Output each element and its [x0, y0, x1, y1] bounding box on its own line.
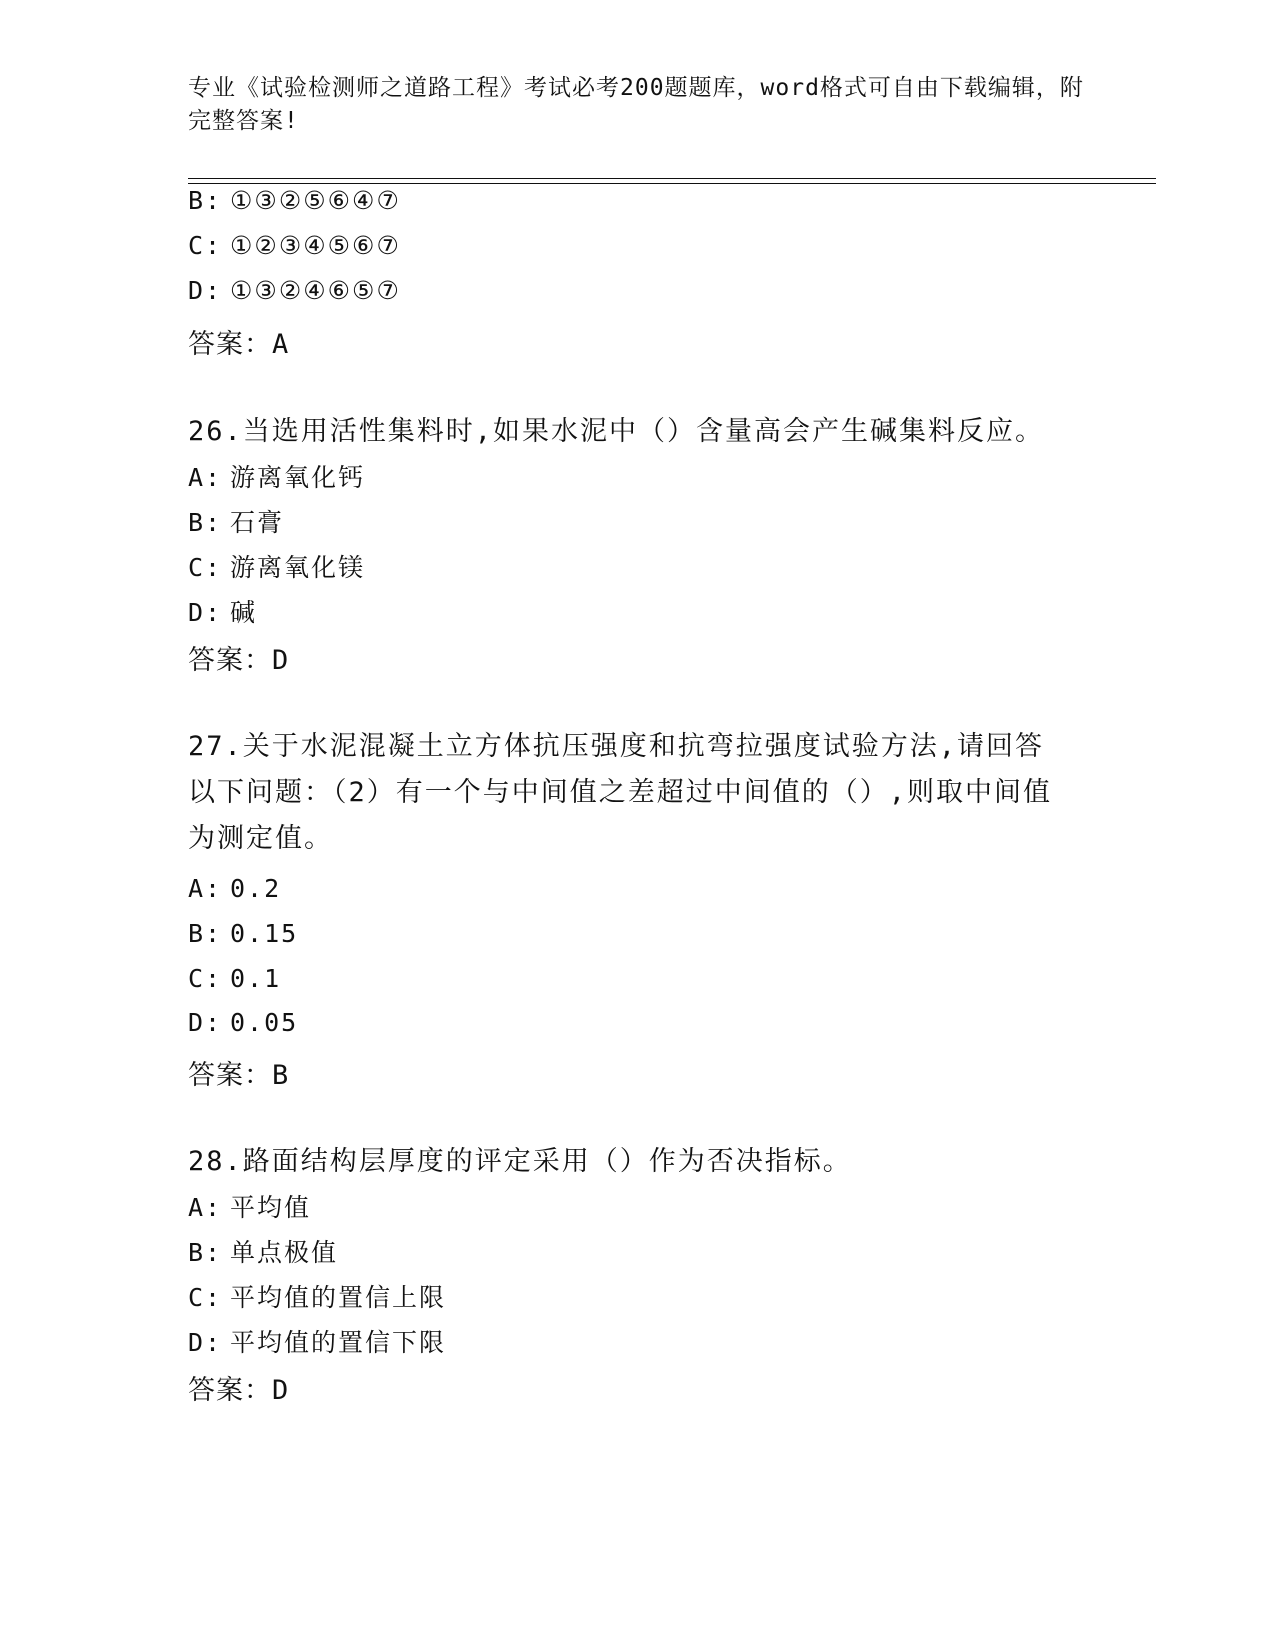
- option-label: D:: [188, 1008, 223, 1037]
- option-row: [188, 503, 284, 539]
- option-label: C:: [188, 553, 223, 582]
- question-text: 28.路面结构层厚度的评定采用（）作为否决指标。: [188, 1146, 852, 1177]
- header-divider-top: [188, 178, 1156, 179]
- option-label: B:: [188, 508, 223, 537]
- answer-row: [188, 1368, 289, 1407]
- option-label: D:: [188, 276, 223, 305]
- option-text: ①③②⑤⑥④⑦: [230, 186, 401, 215]
- option-row: [188, 458, 365, 494]
- option-row: [188, 1008, 298, 1037]
- answer-value: B: [272, 1060, 290, 1091]
- option-label: D:: [188, 598, 223, 627]
- answer-row: [188, 638, 289, 677]
- option-row: [188, 874, 281, 903]
- option-row: [188, 231, 401, 260]
- answer-row: [188, 1053, 289, 1092]
- option-row: [188, 186, 401, 215]
- option-row: [188, 919, 298, 948]
- option-label: B:: [188, 1238, 223, 1267]
- question-text: 26.当选用活性集料时,如果水泥中（）含量高会产生碱集料反应。: [188, 416, 1045, 447]
- option-text: 游离氧化钙: [230, 463, 366, 492]
- answer-row: [188, 322, 289, 361]
- option-label: B:: [188, 919, 223, 948]
- option-text: 平均值的置信上限: [230, 1283, 447, 1312]
- answer-label: 答案：: [188, 1060, 272, 1091]
- option-label: A:: [188, 874, 223, 903]
- option-row: [188, 1323, 446, 1359]
- option-row: [188, 1233, 338, 1269]
- option-label: D:: [188, 1328, 223, 1357]
- option-text: 0.15: [230, 919, 299, 948]
- option-row: [188, 276, 401, 305]
- option-text: ①②③④⑤⑥⑦: [230, 231, 401, 260]
- option-label: C:: [188, 1283, 223, 1312]
- option-row: [188, 964, 281, 993]
- option-row: [188, 1278, 446, 1314]
- option-label: B:: [188, 186, 223, 215]
- option-label: A:: [188, 463, 223, 492]
- answer-label: 答案：: [188, 329, 272, 360]
- option-text: 石膏: [230, 508, 285, 537]
- option-text: 平均值: [230, 1193, 312, 1222]
- question-text: 27.关于水泥混凝土立方体抗压强度和抗弯拉强度试验方法,请回答以下问题：（2）有一个与中间值之差超过中间值的（）,则取中间值为测定值。: [188, 731, 1053, 854]
- option-text: 单点极值: [230, 1238, 339, 1267]
- option-text: 0.1: [230, 964, 282, 993]
- answer-label: 答案：: [188, 645, 272, 676]
- option-label: C:: [188, 964, 223, 993]
- option-text: 碱: [230, 598, 258, 627]
- option-label: C:: [188, 231, 223, 260]
- option-text: 平均值的置信下限: [230, 1328, 447, 1357]
- option-row: [188, 548, 365, 584]
- document-header: 专业《试验检测师之道路工程》考试必考200题题库，word格式可自由下载编辑，附完整答案!: [188, 75, 1084, 134]
- option-text: ①③②④⑥⑤⑦: [230, 276, 401, 305]
- header-divider-bottom: [188, 183, 1156, 184]
- answer-value: D: [272, 645, 290, 676]
- option-text: 0.05: [230, 1008, 299, 1037]
- option-row: [188, 1188, 311, 1224]
- option-row: [188, 593, 257, 629]
- answer-value: D: [272, 1375, 290, 1406]
- option-text: 游离氧化镁: [230, 553, 366, 582]
- option-text: 0.2: [230, 874, 282, 903]
- answer-value: A: [272, 329, 290, 360]
- answer-label: 答案：: [188, 1375, 272, 1406]
- option-label: A:: [188, 1193, 223, 1222]
